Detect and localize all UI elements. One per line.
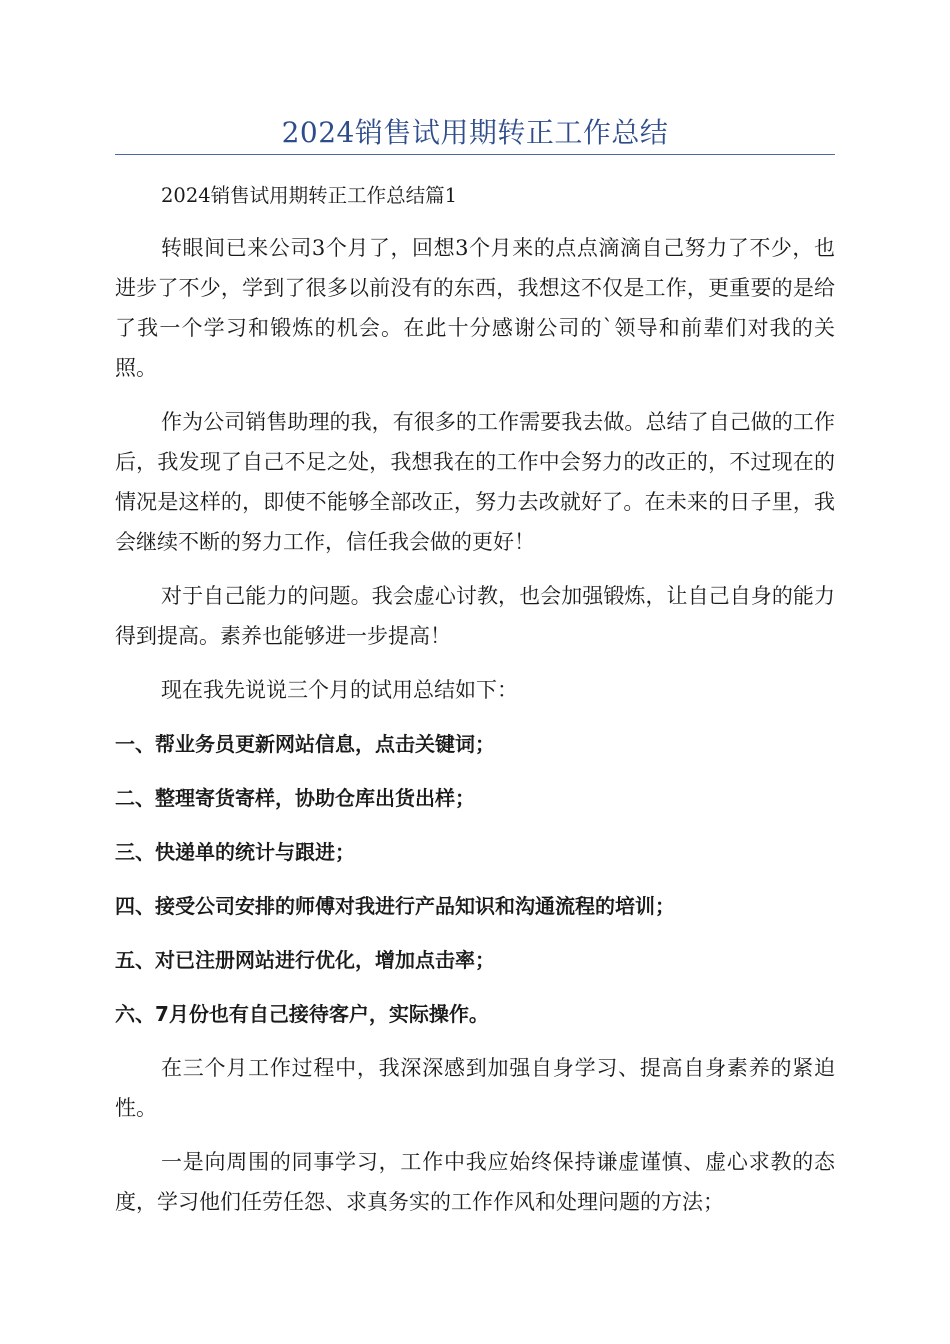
paragraph: 一是向周围的同事学习，工作中我应始终保持谦虚谨慎、虚心求教的态度，学习他们任劳任怨、求真务实的工作作风和处理问题的方法； <box>115 1150 835 1214</box>
list-item: 四、接受公司安排的师傅对我进行产品知识和沟通流程的培训； <box>115 894 675 918</box>
list-item: 六、7月份也有自己接待客户，实际操作。 <box>115 1002 489 1026</box>
section-heading: 2024销售试用期转正工作总结篇1 <box>161 184 458 207</box>
paragraph: 转眼间已来公司3个月了，回想3个月来的点点滴滴自己努力了不少，也进步了不少，学到了很多以前没有的东西，我想这不仅是工作，更重要的是给了我一个学习和锻炼的机会。在此十分感谢公司的`领导和前辈们对我的关照。 <box>115 236 835 380</box>
list-item: 二、整理寄货寄样，协助仓库出货出样； <box>115 786 475 810</box>
list-item: 一、帮业务员更新网站信息，点击关键词； <box>115 732 495 756</box>
paragraph: 在三个月工作过程中，我深深感到加强自身学习、提高自身素养的紧迫性。 <box>115 1056 835 1120</box>
document-title: 2024销售试用期转正工作总结 <box>281 116 669 149</box>
document-body <box>115 176 835 1236</box>
paragraph: 现在我先说说三个月的试用总结如下： <box>161 678 518 702</box>
paragraph: 对于自己能力的问题。我会虚心讨教，也会加强锻炼，让自己自身的能力得到提高。素养也能够进一步提高！ <box>115 584 835 648</box>
list-item: 三、快递单的统计与跟进； <box>115 840 355 864</box>
title-underline <box>115 154 835 155</box>
list-item: 五、对已注册网站进行优化，增加点击率； <box>115 948 495 972</box>
paragraph: 作为公司销售助理的我，有很多的工作需要我去做。总结了自己做的工作后，我发现了自己不足之处，我想我在的工作中会努力的改正的，不过现在的情况是这样的，即使不能够全部改正，努力去改就好了。在未来的日子里，我会继续不断的努力工作，信任我会做的更好！ <box>115 410 835 554</box>
